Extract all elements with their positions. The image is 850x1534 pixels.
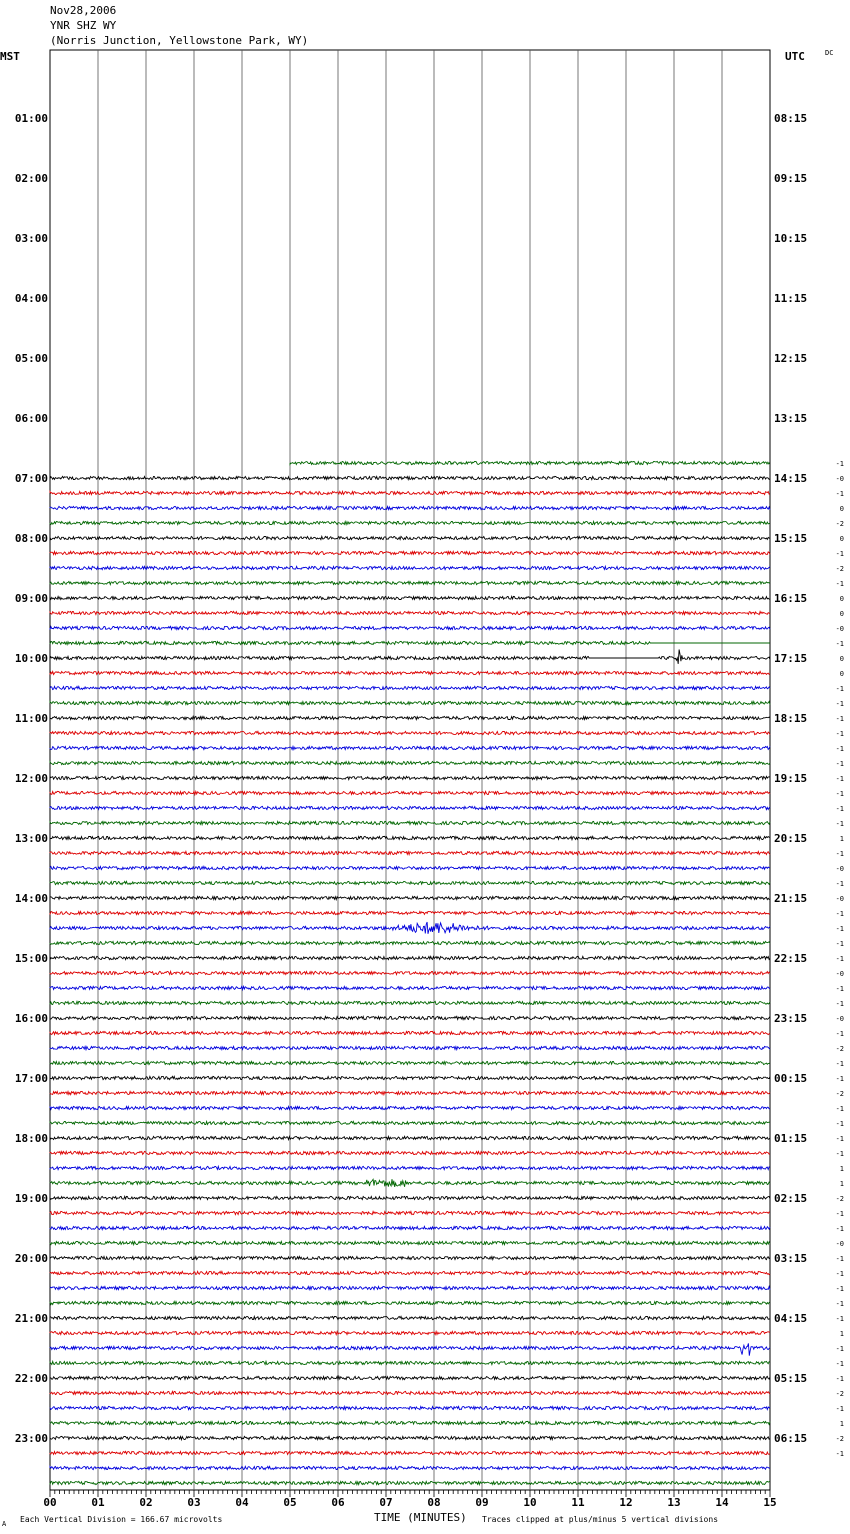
- seismic-trace: [50, 1226, 770, 1229]
- x-tick-label: 09: [475, 1496, 489, 1509]
- utc-hour-label: 10:15: [774, 232, 808, 245]
- seismic-trace: [50, 1179, 770, 1187]
- seismic-trace: [50, 896, 770, 899]
- seismic-trace: [50, 866, 770, 869]
- seismic-trace: [50, 566, 770, 569]
- seismic-trace: [50, 986, 770, 989]
- trace-offset-label: 1: [839, 1330, 844, 1338]
- seismic-trace: [50, 851, 770, 854]
- mst-hour-label: 06:00: [14, 412, 48, 425]
- trace-offset-label: -1: [835, 775, 844, 783]
- seismic-trace: [50, 1166, 770, 1169]
- x-tick-label: 12: [619, 1496, 633, 1509]
- utc-hour-label: 19:15: [774, 772, 808, 785]
- x-tick-label: 15: [763, 1496, 777, 1509]
- seismic-trace: [50, 641, 770, 644]
- trace-offset-label: 1: [839, 1165, 844, 1173]
- mst-hour-label: 03:00: [14, 232, 48, 245]
- trace-offset-label: 1: [839, 1420, 844, 1428]
- seismic-trace: [50, 1136, 770, 1139]
- x-tick-label: 05: [283, 1496, 297, 1509]
- mst-hour-label: 23:00: [14, 1432, 48, 1445]
- trace-offset-label: -1: [835, 925, 844, 933]
- utc-hour-label: 00:15: [774, 1072, 808, 1085]
- trace-offset-label: -2: [835, 1435, 844, 1443]
- seismic-trace: [50, 476, 770, 479]
- trace-offset-label: 1: [839, 1180, 844, 1188]
- trace-offset-label: -1: [835, 715, 844, 723]
- seismic-trace: [50, 836, 770, 839]
- seismic-trace: [50, 1091, 770, 1094]
- x-tick-label: 13: [667, 1496, 681, 1509]
- footer-mark: A: [2, 1520, 7, 1528]
- trace-offset-label: 0: [839, 535, 844, 543]
- seismic-trace: [50, 1286, 770, 1289]
- mst-hour-label: 10:00: [14, 652, 48, 665]
- x-tick-label: 11: [571, 1496, 585, 1509]
- utc-hour-label: 01:15: [774, 1132, 808, 1145]
- trace-offset-label: -1: [835, 805, 844, 813]
- trace-offset-label: -0: [835, 970, 844, 978]
- seismic-trace: [50, 1151, 770, 1154]
- seismic-trace: [50, 776, 770, 779]
- seismic-trace: [50, 1076, 770, 1079]
- utc-hour-label: 20:15: [774, 832, 808, 845]
- footer-scale: Each Vertical Division = 166.67 microvolts: [20, 1515, 223, 1524]
- utc-hour-label: 11:15: [774, 292, 808, 305]
- seismic-trace: [50, 650, 770, 664]
- mst-hour-label: 04:00: [14, 292, 48, 305]
- x-tick-label: 02: [139, 1496, 153, 1509]
- mst-hour-label: 15:00: [14, 952, 48, 965]
- trace-offset-label: -1: [835, 1105, 844, 1113]
- trace-offset-label: -1: [835, 1075, 844, 1083]
- utc-hour-label: 09:15: [774, 172, 808, 185]
- seismic-trace: [50, 761, 770, 764]
- seismic-trace: [50, 626, 770, 629]
- trace-offset-label: -1: [835, 985, 844, 993]
- seismic-trace: [50, 686, 770, 689]
- seismic-trace: [50, 881, 770, 884]
- seismic-trace: [50, 671, 770, 674]
- trace-offset-label: -0: [835, 895, 844, 903]
- trace-offset-label: -1: [835, 1345, 844, 1353]
- x-tick-label: 01: [91, 1496, 105, 1509]
- utc-hour-label: 02:15: [774, 1192, 808, 1205]
- trace-offset-label: -1: [835, 850, 844, 858]
- seismic-trace: [50, 806, 770, 809]
- seismic-trace: [50, 791, 770, 794]
- trace-offset-label: 0: [839, 670, 844, 678]
- corner-tag: DC: [825, 49, 834, 57]
- trace-offset-label: -1: [835, 790, 844, 798]
- trace-offset-label: -2: [835, 520, 844, 528]
- footer-clip-note: Traces clipped at plus/minus 5 vertical divisions: [482, 1515, 719, 1524]
- seismic-trace: [50, 1121, 770, 1124]
- left-timezone-label: MST: [0, 50, 20, 63]
- trace-offset-label: -2: [835, 1090, 844, 1098]
- seismic-trace: [50, 1016, 770, 1019]
- seismic-trace: [50, 536, 770, 539]
- trace-offset-label: -1: [835, 1375, 844, 1383]
- seismic-trace: [50, 491, 770, 494]
- trace-offset-label: -1: [835, 745, 844, 753]
- utc-hour-label: 13:15: [774, 412, 808, 425]
- seismic-trace: [50, 1451, 770, 1454]
- trace-offset-label: -2: [835, 565, 844, 573]
- seismic-trace: [50, 1196, 770, 1199]
- utc-hour-label: 14:15: [774, 472, 808, 485]
- trace-offset-label: 0: [839, 505, 844, 513]
- trace-offset-label: 0: [839, 610, 844, 618]
- utc-hour-label: 22:15: [774, 952, 808, 965]
- utc-hour-label: 23:15: [774, 1012, 808, 1025]
- utc-hour-label: 18:15: [774, 712, 808, 725]
- trace-offset-label: -1: [835, 1255, 844, 1263]
- trace-offset-label: -1: [835, 1285, 844, 1293]
- trace-offset-label: -1: [835, 1210, 844, 1218]
- x-tick-label: 06: [331, 1496, 345, 1509]
- trace-offset-label: -1: [835, 760, 844, 768]
- seismic-trace: [50, 596, 770, 599]
- seismic-trace: [50, 1376, 770, 1379]
- trace-offset-label: -1: [835, 880, 844, 888]
- trace-offset-label: -1: [835, 910, 844, 918]
- trace-offset-label: -1: [835, 1120, 844, 1128]
- trace-offset-label: 1: [839, 835, 844, 843]
- seismic-trace: [50, 506, 770, 509]
- trace-offset-label: -1: [835, 1405, 844, 1413]
- trace-offset-label: -1: [835, 1450, 844, 1458]
- seismic-trace: [50, 971, 770, 974]
- x-tick-label: 10: [523, 1496, 537, 1509]
- mst-hour-label: 07:00: [14, 472, 48, 485]
- seismic-trace: [50, 1466, 770, 1469]
- trace-offset-label: -1: [835, 730, 844, 738]
- seismic-trace: [50, 1211, 770, 1214]
- utc-hour-label: 06:15: [774, 1432, 808, 1445]
- seismic-trace: [50, 1241, 770, 1244]
- trace-offset-label: -1: [835, 1000, 844, 1008]
- mst-hour-label: 17:00: [14, 1072, 48, 1085]
- utc-hour-label: 16:15: [774, 592, 808, 605]
- trace-offset-label: -0: [835, 1015, 844, 1023]
- seismic-trace: [50, 1316, 770, 1319]
- trace-offset-label: -0: [835, 865, 844, 873]
- seismic-trace: [50, 521, 770, 524]
- mst-hour-label: 18:00: [14, 1132, 48, 1145]
- trace-offset-label: -1: [835, 460, 844, 468]
- seismic-trace: [50, 551, 770, 554]
- trace-offset-label: -0: [835, 1240, 844, 1248]
- trace-offset-label: -1: [835, 640, 844, 648]
- seismic-trace: [50, 1436, 770, 1439]
- header-station: YNR SHZ WY: [50, 19, 117, 32]
- trace-offset-label: 0: [839, 595, 844, 603]
- x-tick-label: 08: [427, 1496, 441, 1509]
- trace-offset-label: -1: [835, 1150, 844, 1158]
- mst-hour-label: 02:00: [14, 172, 48, 185]
- trace-offset-label: -2: [835, 1045, 844, 1053]
- mst-hour-label: 21:00: [14, 1312, 48, 1325]
- seismic-trace: [50, 1421, 770, 1424]
- mst-hour-label: 09:00: [14, 592, 48, 605]
- seismic-trace: [50, 941, 770, 944]
- trace-offset-label: -2: [835, 1390, 844, 1398]
- trace-offset-label: -1: [835, 1300, 844, 1308]
- mst-hour-label: 19:00: [14, 1192, 48, 1205]
- mst-hour-label: 16:00: [14, 1012, 48, 1025]
- seismic-trace: [50, 1331, 770, 1334]
- x-tick-label: 04: [235, 1496, 249, 1509]
- trace-offset-label: -1: [835, 1315, 844, 1323]
- seismic-trace: [50, 1256, 770, 1259]
- seismic-trace: [50, 1046, 770, 1049]
- trace-offset-label: -1: [835, 955, 844, 963]
- trace-offset-label: -1: [835, 700, 844, 708]
- x-tick-label: 14: [715, 1496, 729, 1509]
- seismic-trace: [50, 911, 770, 914]
- mst-hour-label: 01:00: [14, 112, 48, 125]
- utc-hour-label: 15:15: [774, 532, 808, 545]
- seismic-trace: [50, 731, 770, 734]
- seismic-trace: [50, 1001, 770, 1004]
- mst-hour-label: 13:00: [14, 832, 48, 845]
- mst-hour-label: 12:00: [14, 772, 48, 785]
- utc-hour-label: 12:15: [774, 352, 808, 365]
- seismic-trace: [50, 1271, 770, 1274]
- seismic-trace: [50, 922, 770, 934]
- utc-hour-label: 08:15: [774, 112, 808, 125]
- header-location: (Norris Junction, Yellowstone Park, WY): [50, 34, 309, 47]
- x-axis-title: TIME (MINUTES): [374, 1511, 467, 1524]
- trace-offset-label: -1: [835, 490, 844, 498]
- seismic-trace: [50, 701, 770, 704]
- trace-offset-label: -1: [835, 685, 844, 693]
- trace-offset-label: -1: [835, 1360, 844, 1368]
- trace-offset-label: -2: [835, 1195, 844, 1203]
- seismic-trace: [50, 1406, 770, 1409]
- x-tick-label: 03: [187, 1496, 201, 1509]
- trace-offset-label: -1: [835, 1270, 844, 1278]
- seismic-trace: [50, 956, 770, 959]
- trace-offset-label: -1: [835, 1030, 844, 1038]
- trace-offset-label: -1: [835, 1060, 844, 1068]
- trace-offset-label: -1: [835, 580, 844, 588]
- mst-hour-label: 20:00: [14, 1252, 48, 1265]
- seismic-trace: [50, 1106, 770, 1109]
- utc-hour-label: 17:15: [774, 652, 808, 665]
- seismic-trace: [50, 611, 770, 614]
- seismic-trace: [50, 1343, 770, 1355]
- utc-hour-label: 04:15: [774, 1312, 808, 1325]
- seismic-trace: [50, 1031, 770, 1034]
- right-timezone-label: UTC: [785, 50, 805, 63]
- trace-offset-label: -1: [835, 940, 844, 948]
- seismic-trace: [50, 716, 770, 719]
- trace-offset-label: -1: [835, 550, 844, 558]
- trace-offset-label: -1: [835, 1225, 844, 1233]
- utc-hour-label: 03:15: [774, 1252, 808, 1265]
- utc-hour-label: 05:15: [774, 1372, 808, 1385]
- seismic-trace: [50, 1481, 770, 1484]
- x-tick-label: 00: [43, 1496, 57, 1509]
- trace-offset-label: -1: [835, 1135, 844, 1143]
- seismic-trace: [50, 746, 770, 749]
- mst-hour-label: 05:00: [14, 352, 48, 365]
- trace-offset-label: 0: [839, 655, 844, 663]
- seismic-trace: [50, 1361, 770, 1364]
- seismic-trace: [50, 821, 770, 824]
- seismic-trace: [50, 1391, 770, 1394]
- mst-hour-label: 14:00: [14, 892, 48, 905]
- mst-hour-label: 22:00: [14, 1372, 48, 1385]
- seismic-trace: [50, 1301, 770, 1304]
- x-tick-label: 07: [379, 1496, 393, 1509]
- header-date: Nov28,2006: [50, 4, 117, 17]
- utc-hour-label: 21:15: [774, 892, 808, 905]
- seismic-trace: [50, 1061, 770, 1064]
- trace-offset-label: -0: [835, 475, 844, 483]
- trace-offset-label: -0: [835, 625, 844, 633]
- mst-hour-label: 08:00: [14, 532, 48, 545]
- seismic-trace: [50, 581, 770, 584]
- trace-offset-label: -1: [835, 820, 844, 828]
- mst-hour-label: 11:00: [14, 712, 48, 725]
